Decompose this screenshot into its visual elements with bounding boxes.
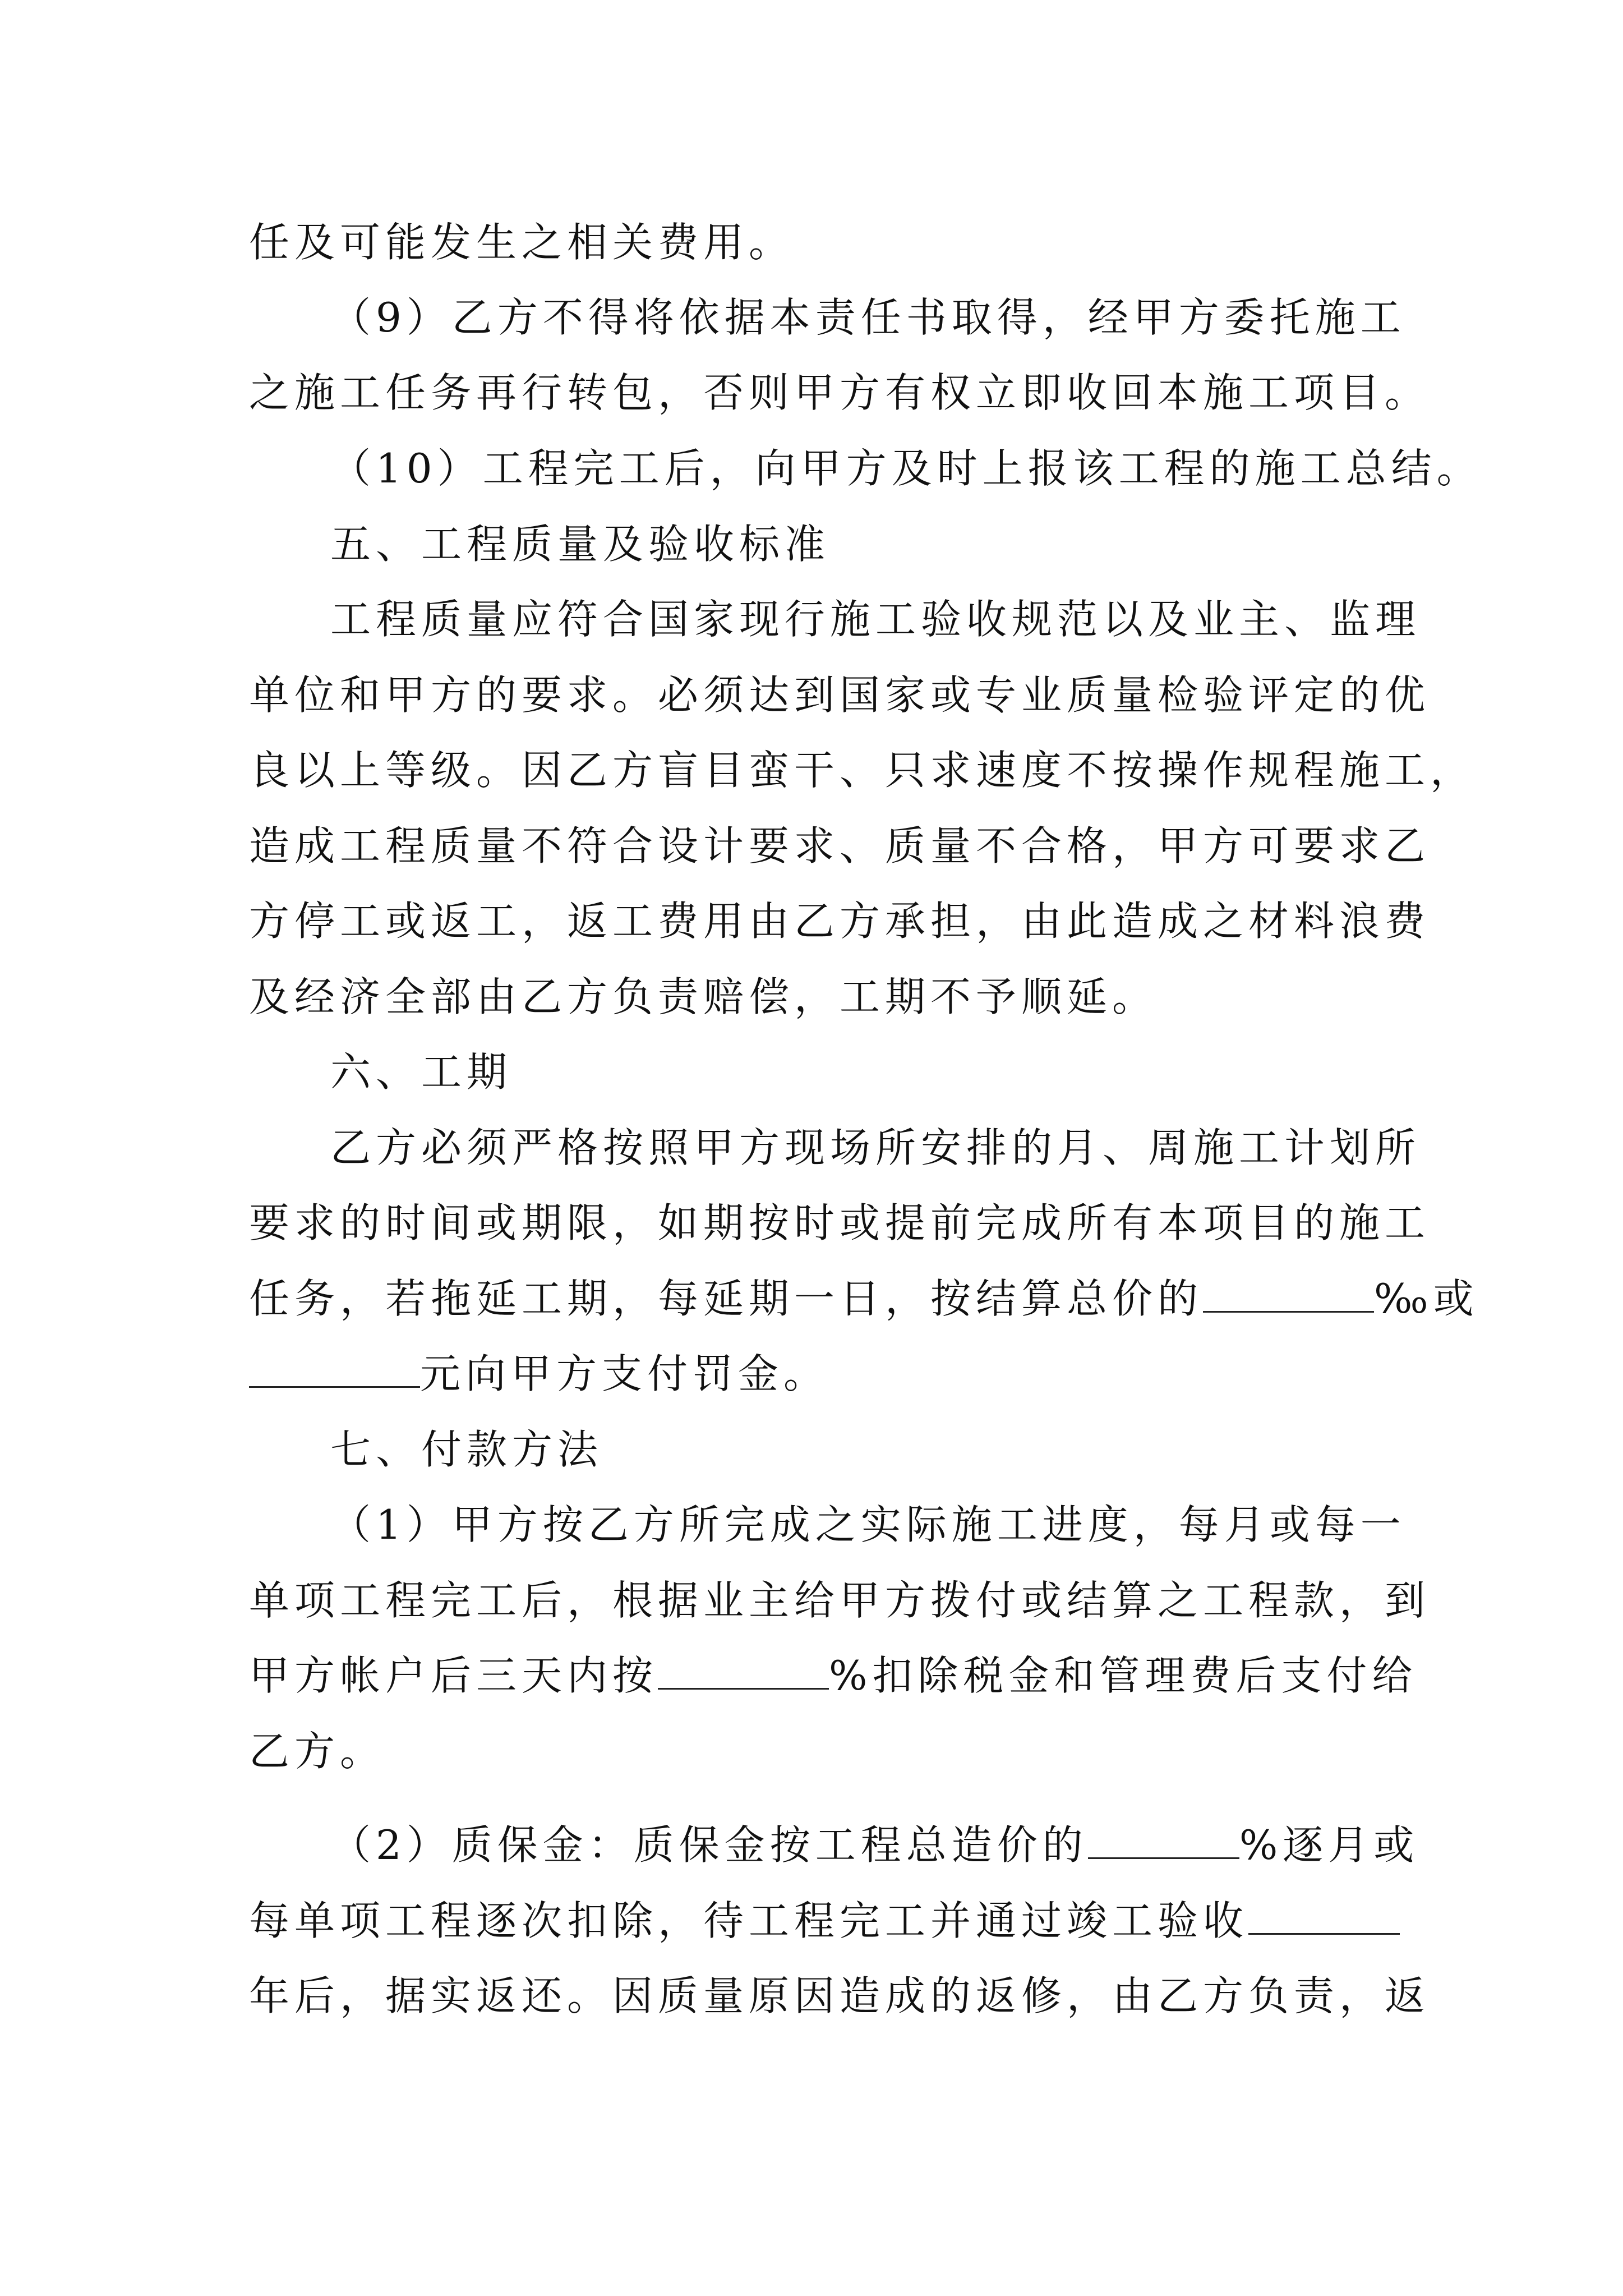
section-heading: 五、工程质量及验收标准 [330,521,831,568]
text-segment: %扣除税金和管理费后支付给 [829,1652,1418,1699]
text-segment: 每单项工程逐次扣除，待工程完工并通过竣工验收 [249,1897,1249,1944]
text-line [249,1645,1417,1706]
text-segment: 任务，若拖延工期，每延期一日，按结算总价的 [249,1275,1204,1322]
text-line: 单项工程完工后，根据业主给甲方拨付或结算之工程款，到 [249,1577,1431,1624]
fill-in-blank[interactable] [249,1347,420,1388]
text-line [249,1890,1400,1952]
section-heading: 七、付款方法 [330,1426,603,1473]
text-line: 年后，据实返还。因质量原因造成的返修，由乙方负责，返 [249,1972,1431,2019]
text-line: （10）工程完工后，向甲方及时上报该工程的施工总结。 [330,445,1482,492]
fill-in-blank[interactable] [1203,1272,1374,1313]
text-line [330,1814,1419,1876]
fill-in-blank[interactable] [1248,1894,1400,1935]
fill-in-blank[interactable] [1088,1818,1239,1859]
text-line: 任及可能发生之相关费用。 [249,219,795,266]
text-segment: 元向甲方支付罚金。 [420,1350,829,1397]
text-segment: 甲方帐户后三天内按 [249,1652,658,1699]
text-segment: ‰或 [1374,1275,1479,1322]
text-line: （1）甲方按乙方所完成之实际施工进度，每月或每一 [330,1501,1406,1548]
text-line: 及经济全部由乙方负责赔偿，工期不予顺延。 [249,973,1158,1020]
fill-in-blank[interactable] [658,1649,829,1690]
text-line: 单位和甲方的要求。必须达到国家或专业质量检验评定的优 [249,671,1431,719]
section-heading: 六、工期 [330,1048,513,1096]
text-line: 工程质量应符合国家现行施工验收规范以及业主、监理 [330,596,1421,643]
text-line: 乙方必须严格按照甲方现场所安排的月、周施工计划所 [330,1124,1421,1171]
text-line [249,1268,1479,1329]
text-line: （9）乙方不得将依据本责任书取得，经甲方委托施工 [330,294,1406,341]
text-line [249,1343,829,1405]
text-line: 之施工任务再行转包，否则甲方有权立即收回本施工项目。 [249,369,1431,416]
text-line: 良以上等级。因乙方盲目蛮干、只求速度不按操作规程施工， [249,747,1476,794]
text-segment: （2）质保金：质保金按工程总造价的 [330,1821,1088,1869]
text-line: 乙方。 [249,1728,386,1775]
text-segment: %逐月或 [1239,1821,1419,1869]
text-line: 造成工程质量不符合设计要求、质量不合格，甲方可要求乙 [249,822,1431,869]
text-line: 要求的时间或期限，如期按时或提前完成所有本项目的施工 [249,1199,1431,1246]
text-line: 方停工或返工，返工费用由乙方承担，由此造成之材料浪费 [249,898,1431,945]
